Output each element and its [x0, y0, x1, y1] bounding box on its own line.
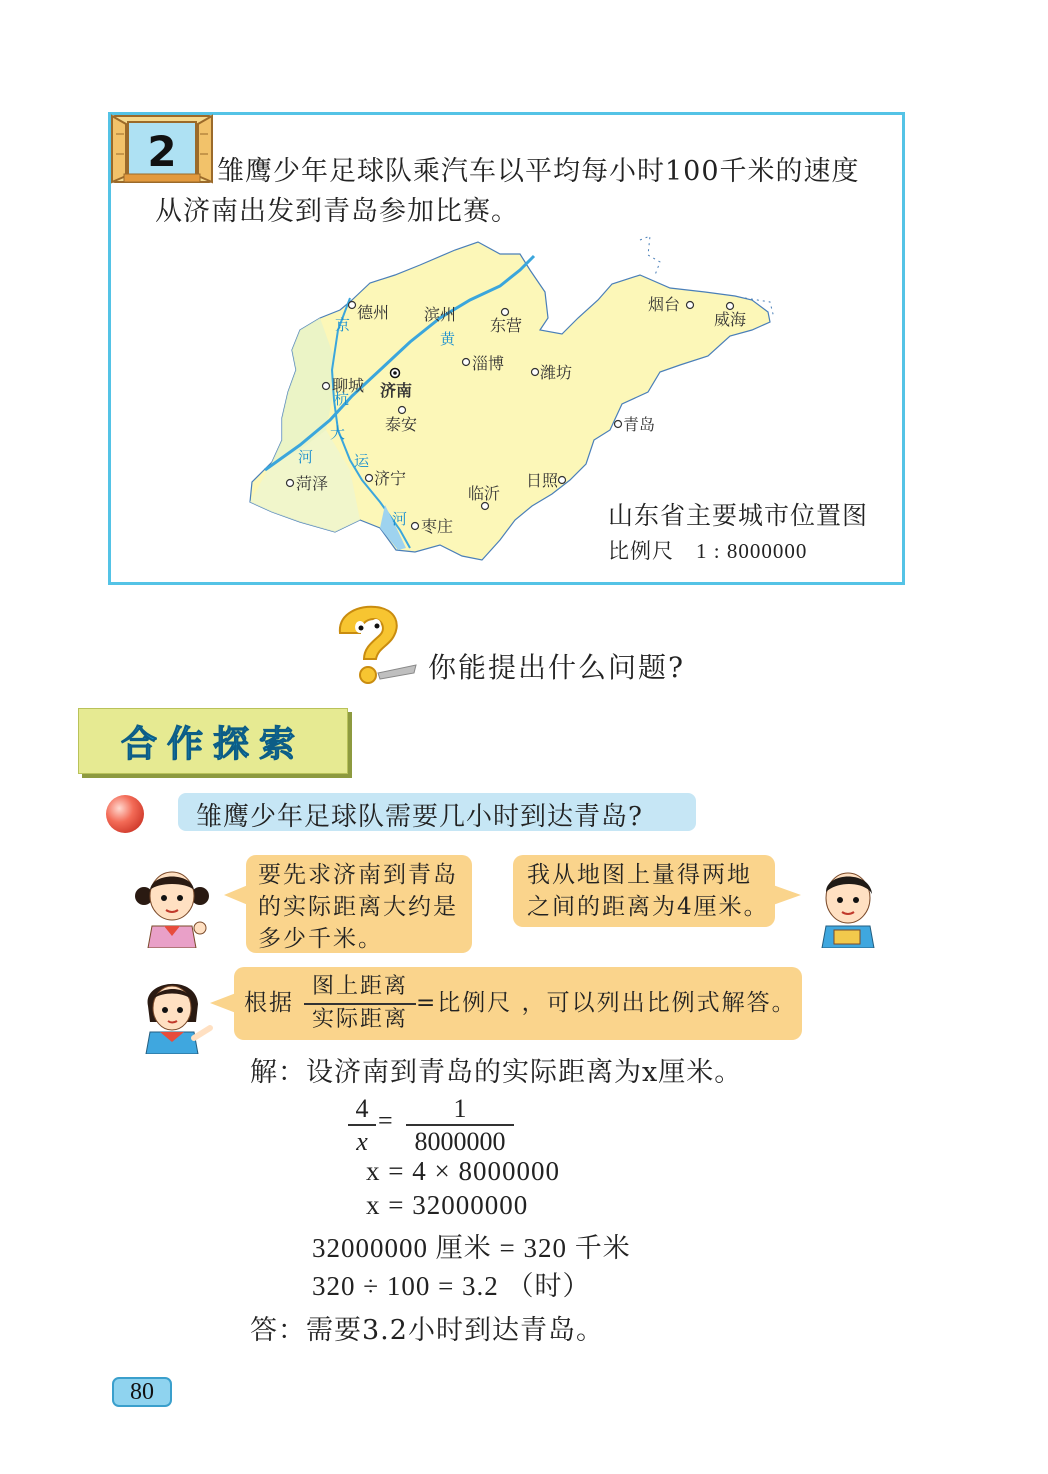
answer-label: 答： [250, 1315, 306, 1346]
solution-step-1: x = 4 × 8000000 [366, 1156, 560, 1186]
question-mark-icon [330, 603, 420, 685]
solution-intro [250, 1050, 742, 1089]
city-label: 枣庄 [421, 517, 454, 536]
city-label: 滨州 [424, 305, 457, 324]
example-number: 2 [147, 127, 177, 176]
speech-bubble-boy [513, 855, 775, 927]
city-label: 潍坊 [540, 363, 573, 382]
section-header [78, 708, 348, 774]
fraction-right [406, 1094, 514, 1158]
fraction-left-numerator: 4 [348, 1094, 376, 1126]
bubble-line: 我从地图上量得两地 [527, 862, 752, 888]
fraction-left [348, 1094, 376, 1158]
city-label: 烟台 [648, 295, 681, 314]
city-label: 菏泽 [296, 474, 329, 493]
city-label: 济宁 [374, 469, 407, 488]
city-label: 威海 [714, 310, 747, 329]
ratio-numerator: 图上距离 [304, 973, 416, 1005]
city-label-capital: 济南 [380, 381, 413, 400]
bubble-line: 的实际距离大约是 [258, 894, 458, 920]
answer [250, 1308, 604, 1347]
map-scale: 比例尺 1 : 8000000 [608, 539, 808, 563]
river-label: 河 [298, 448, 314, 466]
speech-bubble-formula [234, 967, 802, 1040]
solution-step-4: 320 ÷ 100 = 3.2 （时） [312, 1271, 591, 1301]
river-label: 运 [354, 452, 370, 470]
example-statement [155, 152, 895, 232]
river-label: 杭 [334, 390, 350, 408]
section-title: 合作探索 [120, 723, 305, 765]
city-label: 淄博 [472, 354, 505, 373]
river-label: 黄 [440, 330, 456, 348]
red-ball-icon [106, 795, 144, 833]
ratio-fraction [304, 973, 416, 1035]
fraction-right-denominator: 8000000 [414, 1127, 506, 1156]
formula-suffix: =比例尺 ，可以列出比例式解答。 [416, 990, 797, 1016]
page-number: 80 [112, 1377, 172, 1407]
example-line-1: 雏鹰少年足球队乘汽车以平均每小时100千米的速度 [217, 156, 860, 187]
city-label: 日照 [526, 471, 559, 490]
answer-text: 需要3.2小时到达青岛。 [306, 1315, 604, 1346]
solution-label: 解： [250, 1057, 306, 1088]
solution-step-3: 32000000 厘米 = 320 千米 [312, 1233, 631, 1263]
example-line-2: 从济南出发到青岛参加比赛。 [155, 196, 519, 227]
river-label: 大 [330, 424, 346, 442]
city-label: 聊城 [332, 376, 365, 395]
speech-bubble-girl [246, 855, 472, 953]
map-caption: 山东省主要城市位置图 [608, 501, 869, 530]
girl-pointing-icon [136, 976, 216, 1054]
solution-intro-text: 设济南到青岛的实际距离为x厘米。 [306, 1057, 743, 1088]
river-label: 京 [335, 316, 351, 334]
girl-pigtails-icon [134, 866, 210, 948]
river-label: 河 [392, 510, 408, 528]
fraction-right-numerator: 1 [406, 1094, 514, 1126]
bubble-line: 之间的距离为4厘米。 [527, 894, 769, 920]
bubble-line: 多少千米。 [258, 926, 383, 952]
city-label: 青岛 [623, 415, 656, 434]
formula-prefix: 根据 [244, 990, 294, 1016]
problem-question: 雏鹰少年足球队需要几小时到达青岛? [196, 802, 643, 832]
city-label: 德州 [357, 303, 390, 322]
ratio-denominator: 实际距离 [311, 1007, 408, 1032]
bubble-line: 要先求济南到青岛 [258, 862, 458, 888]
fraction-left-denominator: x [356, 1127, 368, 1156]
city-label: 东营 [490, 316, 523, 335]
question-prompt: 你能提出什么问题? [428, 651, 686, 684]
solution-step-2: x = 32000000 [366, 1190, 529, 1220]
boy-icon [816, 868, 878, 948]
city-label: 泰安 [385, 415, 418, 434]
equals-sign: = [378, 1106, 393, 1135]
city-label: 临沂 [468, 484, 501, 503]
